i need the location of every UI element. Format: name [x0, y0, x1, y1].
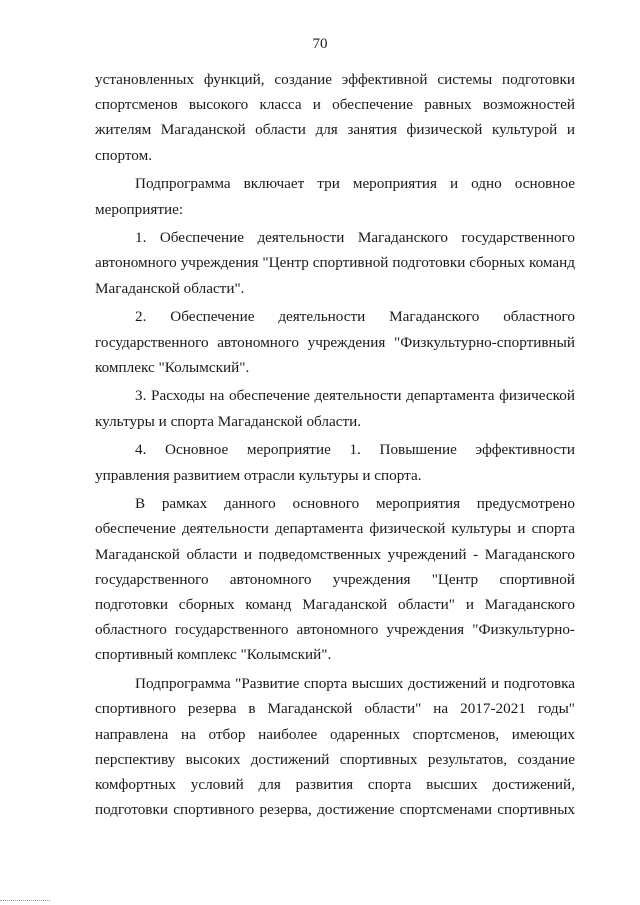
paragraph-3: 1. Обеспечение деятельности Магаданского государственного автономного учреждения "Центр спортивной подготовки сборных команд Магаданской области". — [95, 229, 575, 297]
paragraph-1: установленных функций, создание эффективной системы подготовки спортсменов высокого класса и обеспечение равных возможностей жителям Магаданской области для занятия физической культурой и спортом. — [95, 71, 575, 164]
paragraph-4: 2. Обеспечение деятельности Магаданского областного государственного автономного учреждения "Физкультурно-спортивный комплекс "Колымский". — [95, 308, 575, 376]
paragraph-5: 3. Расходы на обеспечение деятельности департамента физической культуры и спорта Магаданской области. — [95, 387, 575, 430]
paragraph-6: 4. Основное мероприятие 1. Повышение эффективности управления развитием отрасли культуры и спорта. — [95, 441, 575, 484]
page-number: 70 — [312, 36, 328, 52]
scan-artifact — [0, 900, 50, 902]
paragraph-8: Подпрограмма "Развитие спорта высших достижений и подготовка спортивного резерва в Магаданской области" на 2017-2021 годы" направлена на отбор наиболее одаренных спортсменов, имеющих перспективу высоких достижений спортивных результатов, создание комфортных условий для развития спорта высших достижений, подготовки спортивного резерва, достижение спортсменами спортивных — [95, 675, 575, 819]
paragraph-2: Подпрограмма включает три мероприятия и одно основное мероприятие: — [95, 175, 575, 218]
document-body — [95, 67, 575, 822]
paragraph-7: В рамках данного основного мероприятия предусмотрено обеспечение деятельности департамента физической культуры и спорта Магаданской области и подведомственных учреждений - Магаданского государственного автономного учреждения "Центр спортивной подготовки сборных команд Магаданской области" и Магаданского областного государственного автономного учреждения "Физкультурно-спортивный комплекс "Колымский". — [95, 495, 575, 664]
